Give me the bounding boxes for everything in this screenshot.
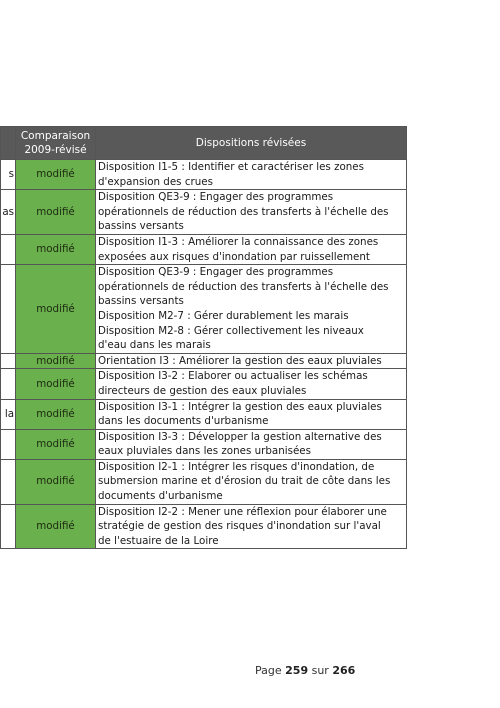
table-header-row (1, 127, 407, 160)
cut-off-cell (1, 429, 16, 459)
disposition-cell (96, 265, 407, 354)
disposition-text-line: de l'estuaire de la Loire (98, 534, 219, 547)
disposition-text-line: Disposition I2-2 : Mener une réflexion pour élaborer une (98, 505, 387, 518)
disposition-text-line: d'eau dans les marais (98, 339, 211, 352)
comparison-status-cell: modifié (16, 160, 96, 190)
table-row (1, 234, 407, 264)
disposition-text-line: eaux pluviales dans les zones urbanisées (98, 445, 311, 458)
disposition-cell (96, 190, 407, 235)
page-number (255, 664, 355, 677)
disposition-cell (96, 234, 407, 264)
disposition-text-line: Disposition I1-5 : Identifier et caractériser les zones (98, 161, 364, 173)
cut-off-cell (1, 459, 16, 504)
disposition-text-line: Disposition I3-2 : Elaborer ou actualiser les schémas (98, 370, 368, 383)
table-row (1, 190, 407, 235)
disposition-text-line: Orientation I3 : Améliorer la gestion des eaux pluviales (98, 354, 382, 367)
table-row (1, 504, 407, 549)
disposition-text-line: directeurs de gestion des eaux pluviales (98, 384, 307, 397)
table-row (1, 353, 407, 369)
comparison-status-cell: modifié (16, 369, 96, 399)
page-current: 259 (285, 664, 309, 677)
disposition-cell (96, 459, 407, 504)
cut-off-cell (1, 234, 16, 264)
cut-off-cell (1, 265, 16, 354)
disposition-text-line: opérationnels de réduction des transferts à l'échelle des (98, 280, 389, 293)
dispositions-table (0, 126, 407, 549)
disposition-cell (96, 429, 407, 459)
table-row (1, 160, 407, 190)
disposition-text-line: stratégie de gestion des risques d'inondation sur l'aval (98, 520, 381, 533)
disposition-text-line: Disposition I3-1 : Intégrer la gestion des eaux pluviales (98, 400, 382, 413)
header-dispositions: Dispositions révisées (96, 127, 407, 160)
cut-off-cell (1, 353, 16, 369)
page-sep: sur (311, 664, 329, 677)
header-cut-cell (1, 127, 16, 160)
disposition-text-line: bassins versants (98, 220, 184, 233)
dispositions-table-container (0, 126, 406, 549)
disposition-text-line: d'expansion des crues (98, 175, 213, 188)
disposition-text-line: Disposition I2-1 : Intégrer les risques d'inondation, de (98, 460, 375, 473)
comparison-status-cell: modifié (16, 459, 96, 504)
disposition-text-line: documents d'urbanisme (98, 490, 223, 503)
table-row (1, 459, 407, 504)
disposition-cell (96, 504, 407, 549)
disposition-text-line: Disposition M2-8 : Gérer collectivement les niveaux (98, 324, 364, 337)
disposition-text-line: Disposition QE3-9 : Engager des programmes (98, 266, 334, 279)
header-comparison: Comparaison 2009-révisé (16, 127, 96, 160)
disposition-text-line: submersion marine et d'érosion du trait de côte dans les (98, 475, 391, 488)
disposition-text-line: opérationnels de réduction des transferts à l'échelle des (98, 205, 389, 218)
cut-off-cell: s (1, 160, 16, 190)
cut-off-cell: la (1, 399, 16, 429)
disposition-text-line: bassins versants (98, 295, 184, 308)
disposition-cell (96, 399, 407, 429)
comparison-status-cell: modifié (16, 353, 96, 369)
cut-off-cell: as (1, 190, 16, 235)
disposition-cell (96, 353, 407, 369)
comparison-status-cell: modifié (16, 429, 96, 459)
cut-off-cell (1, 504, 16, 549)
page-prefix: Page (255, 664, 282, 677)
disposition-cell (96, 369, 407, 399)
comparison-status-cell: modifié (16, 190, 96, 235)
comparison-status-cell: modifié (16, 265, 96, 354)
comparison-status-cell: modifié (16, 234, 96, 264)
disposition-text-line: dans les documents d'urbanisme (98, 415, 269, 428)
comparison-status-cell: modifié (16, 399, 96, 429)
cut-off-cell (1, 369, 16, 399)
disposition-text-line: Disposition I1-3 : Améliorer la connaissance des zones (98, 235, 379, 248)
table-row (1, 399, 407, 429)
disposition-text-line: exposées aux risques d'inondation par ruissellement (98, 250, 370, 263)
table-row (1, 265, 407, 354)
disposition-text-line: Disposition I3-3 : Développer la gestion alternative des (98, 430, 382, 443)
table-row (1, 429, 407, 459)
comparison-status-cell: modifié (16, 504, 96, 549)
disposition-text-line: Disposition M2-7 : Gérer durablement les marais (98, 309, 349, 322)
table-body (1, 160, 407, 549)
page-total: 266 (332, 664, 356, 677)
table-row (1, 369, 407, 399)
disposition-cell (96, 160, 407, 190)
disposition-text-line: Disposition QE3-9 : Engager des programmes (98, 191, 334, 204)
